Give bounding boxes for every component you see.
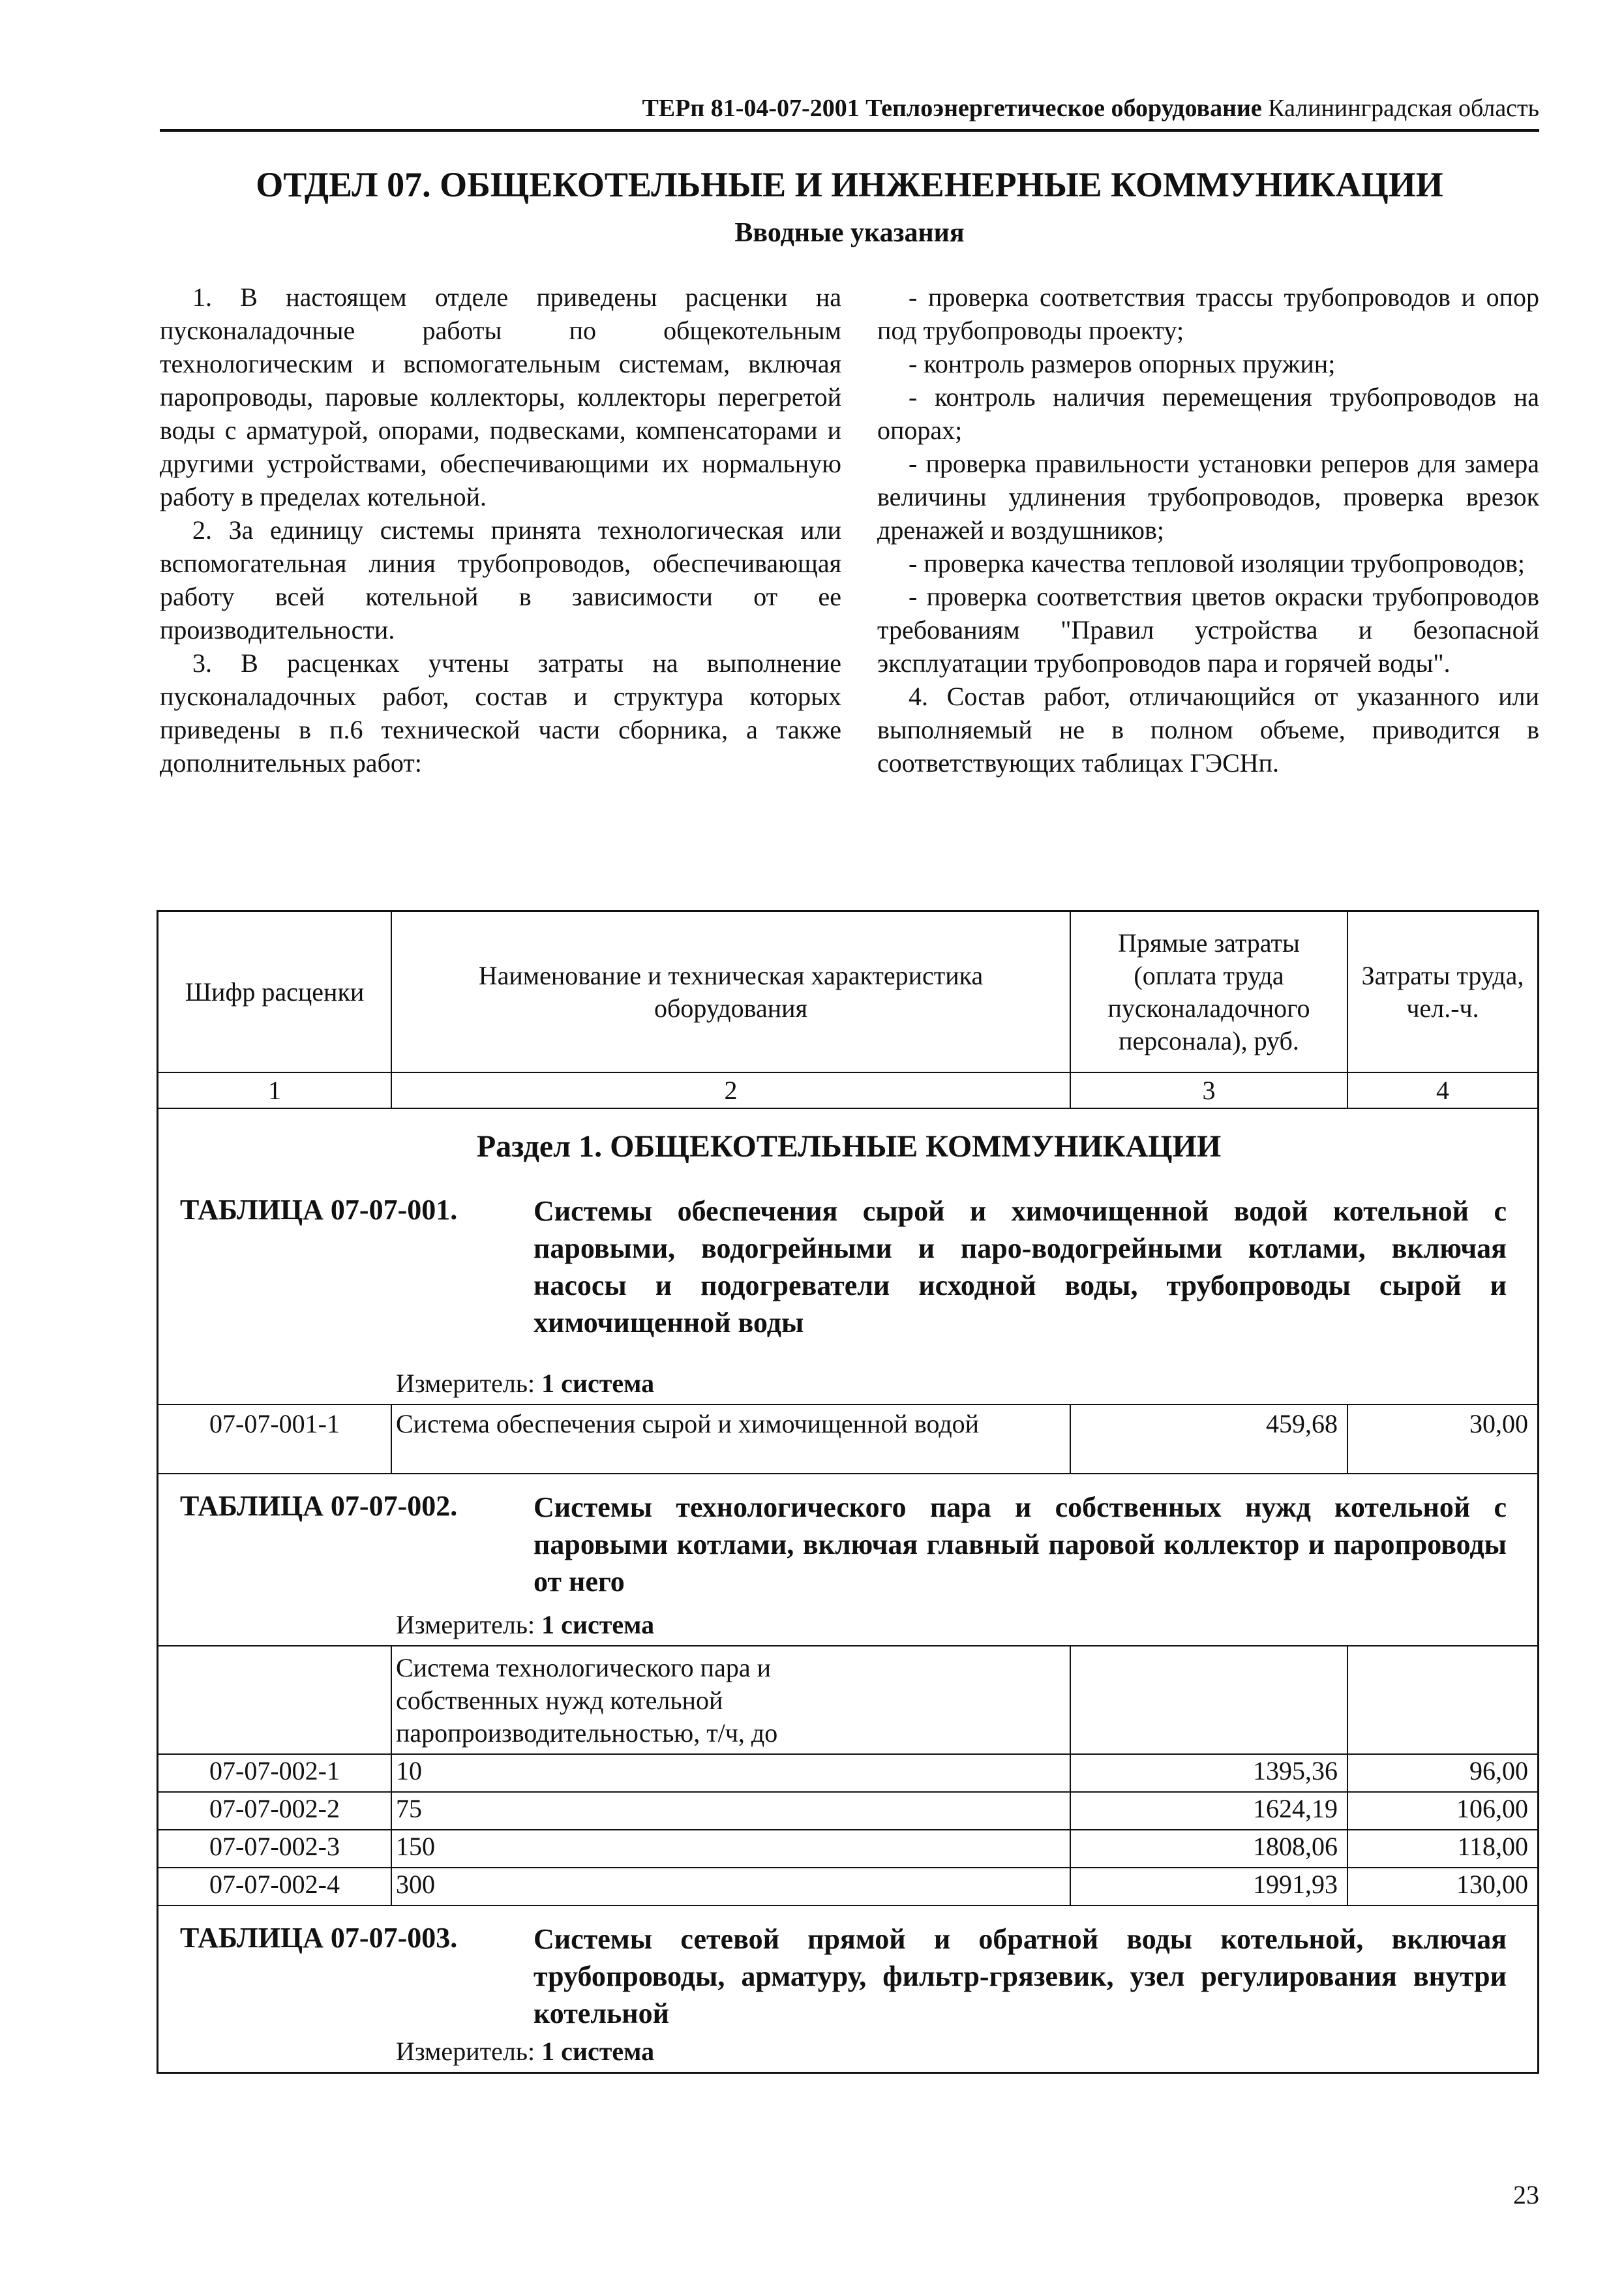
meter-label: Измеритель:	[396, 1369, 542, 1398]
rate-code: 07-07-002-4	[158, 1868, 392, 1905]
empty-cell	[1071, 1646, 1348, 1753]
header-rule	[160, 129, 1539, 132]
table-row	[158, 1868, 1537, 1906]
table-title: Системы технологического пара и собственных нужд котельной с паровыми котлами, включая главный паровой коллектор и паропроводы от него	[534, 1491, 1507, 1598]
meter-label: Измеритель:	[396, 2037, 542, 2066]
rate-name: 300	[392, 1868, 1071, 1905]
intro-paragraph: - контроль размеров опорных пружин;	[909, 349, 1336, 378]
table-row	[158, 1405, 1537, 1474]
table-row	[158, 1793, 1537, 1830]
section-heading: Раздел 1. ОБЩЕКОТЕЛЬНЫЕ КОММУНИКАЦИИ	[476, 1129, 1222, 1164]
table-number-row	[158, 1073, 1537, 1109]
rate-cost: 1808,06	[1071, 1830, 1348, 1867]
rate-code: 07-07-002-3	[158, 1830, 392, 1867]
running-header	[160, 93, 1539, 124]
column-number: 1	[158, 1073, 392, 1108]
table-row	[158, 1830, 1537, 1868]
rate-name: 150	[392, 1830, 1071, 1867]
column-header-cost: Прямые затраты (оплата труда пусконаладочного персонала), руб.	[1071, 912, 1348, 1072]
rate-labor-cell: 118,00	[1457, 1832, 1528, 1861]
table-label: ТАБЛИЦА 07-07-003.	[180, 1922, 458, 1954]
page-number: 23	[1513, 2180, 1539, 2209]
table-header-row	[158, 912, 1537, 1073]
empty-cell	[158, 1646, 392, 1753]
rate-code: 07-07-002-2	[158, 1793, 392, 1829]
column-number: 4	[1436, 1075, 1449, 1105]
meter-value: 1 система	[541, 2037, 655, 2066]
rate-code: 07-07-002-1	[158, 1755, 392, 1791]
rate-code: 07-07-001-1	[158, 1405, 392, 1473]
intro-left-column	[160, 281, 841, 780]
rate-labor-cell: 106,00	[1456, 1794, 1528, 1823]
table-001-caption-row	[158, 1109, 1537, 1405]
table-label: ТАБЛИЦА 07-07-001.	[180, 1194, 458, 1226]
region: Калининградская область	[1261, 95, 1539, 122]
empty-cell	[1348, 1646, 1537, 1753]
rate-cost: 459,68	[1071, 1405, 1348, 1473]
section-title: ОТДЕЛ 07. ОБЩЕКОТЕЛЬНЫЕ И ИНЖЕНЕРНЫЕ КОММУНИКАЦИИ	[256, 165, 1443, 204]
table-meter	[396, 1367, 654, 1400]
column-header-code: Шифр расценки	[158, 912, 392, 1072]
table-meter	[396, 1609, 654, 1641]
rate-labor: 30,00	[1469, 1409, 1528, 1438]
intro-paragraph: 1. В настоящем отделе приведены расценки на пусконаладочные работы по общекотельным технологическим и вспомогательным системам, включая паропроводы, паровые коллекторы, коллекторы перегретой воды с арматурой, опорами, подвесками, компенсаторами и другими устройствами, обеспечивающими их нормальную работу в пределах котельной.	[160, 282, 841, 511]
meter-value: 1 система	[541, 1369, 655, 1398]
rates-table	[157, 910, 1539, 2074]
meter-label: Измеритель:	[396, 1610, 542, 1639]
intro-paragraph: - проверка соответствия трассы трубопроводов и опор под трубопроводы проекту;	[877, 282, 1539, 345]
intro-paragraph: - проверка правильности установки реперов для замера величины удлинения трубопроводов, проверка врезок дренажей и воздушников;	[877, 449, 1539, 545]
rate-name: 75	[392, 1793, 1071, 1829]
intro-paragraph: - контроль наличия перемещения трубопроводов на опорах;	[877, 382, 1539, 445]
meter-value: 1 система	[541, 1610, 655, 1639]
table-title: Системы сетевой прямой и обратной воды котельной, включая трубопроводы, арматуру, фильтр-грязевик, узел регулирования внутри котельной	[534, 1923, 1507, 2029]
rate-name: Система обеспечения сырой и химочищенной водой	[392, 1405, 1071, 1473]
column-number: 2	[392, 1073, 1071, 1108]
intro-paragraph: - проверка соответствия цветов окраски трубопроводов требованиям "Правил устройства и безопасной эксплуатации трубопроводов пара и горячей воды".	[877, 582, 1539, 678]
column-header-name: Наименование и техническая характеристика оборудования	[392, 912, 1071, 1072]
subsection-title: Вводные указания	[734, 218, 965, 248]
table-title: Системы обеспечения сырой и химочищенной водой котельной с паровыми, водогрейными и паро-водогрейными котлами, включая насосы и подогреватели исходной воды, трубопроводы сырой и химочищенной воды	[534, 1195, 1507, 1339]
rate-cost: 1991,93	[1071, 1868, 1348, 1905]
rate-labor-cell: 96,00	[1469, 1756, 1528, 1785]
doc-code: ТЕРп 81-04-07-2001 Теплоэнергетическое оборудование	[642, 95, 1262, 122]
table-meter	[396, 2035, 654, 2068]
rate-cost: 1395,36	[1071, 1755, 1348, 1791]
column-header-labor: Затраты труда, чел.-ч.	[1361, 960, 1524, 1023]
rate-name: 10	[392, 1755, 1071, 1791]
intro-right-column	[877, 281, 1539, 780]
column-number: 3	[1071, 1073, 1348, 1108]
table-003-caption-row	[158, 1906, 1537, 2072]
intro-paragraph: 4. Состав работ, отличающийся от указанного или выполняемый не в полном объеме, приводится в соответствующих таблицах ГЭСНп.	[877, 682, 1539, 778]
intro-paragraph: 2. За единицу системы принята технологическая или вспомогательная линия трубопроводов, обеспечивающая работу всей котельной в зависимости от ее производительности.	[160, 515, 841, 645]
rate-labor-cell: 130,00	[1456, 1870, 1528, 1899]
table-002-caption-row	[158, 1474, 1537, 1646]
intro-paragraph: 3. В расценках учтены затраты на выполнение пусконаладочных работ, состав и структура которых приведены в п.6 технической части сборника, а также дополнительных работ:	[160, 648, 841, 778]
rate-cost: 1624,19	[1071, 1793, 1348, 1829]
table-row	[158, 1755, 1537, 1793]
table-group-row	[158, 1646, 1537, 1755]
intro-paragraph: - проверка качества тепловой изоляции трубопроводов;	[909, 549, 1526, 578]
group-name: Система технологического пара и собственных нужд котельной паропроизводительностью, т/ч, до	[392, 1646, 1071, 1753]
table-label: ТАБЛИЦА 07-07-002.	[180, 1490, 458, 1522]
